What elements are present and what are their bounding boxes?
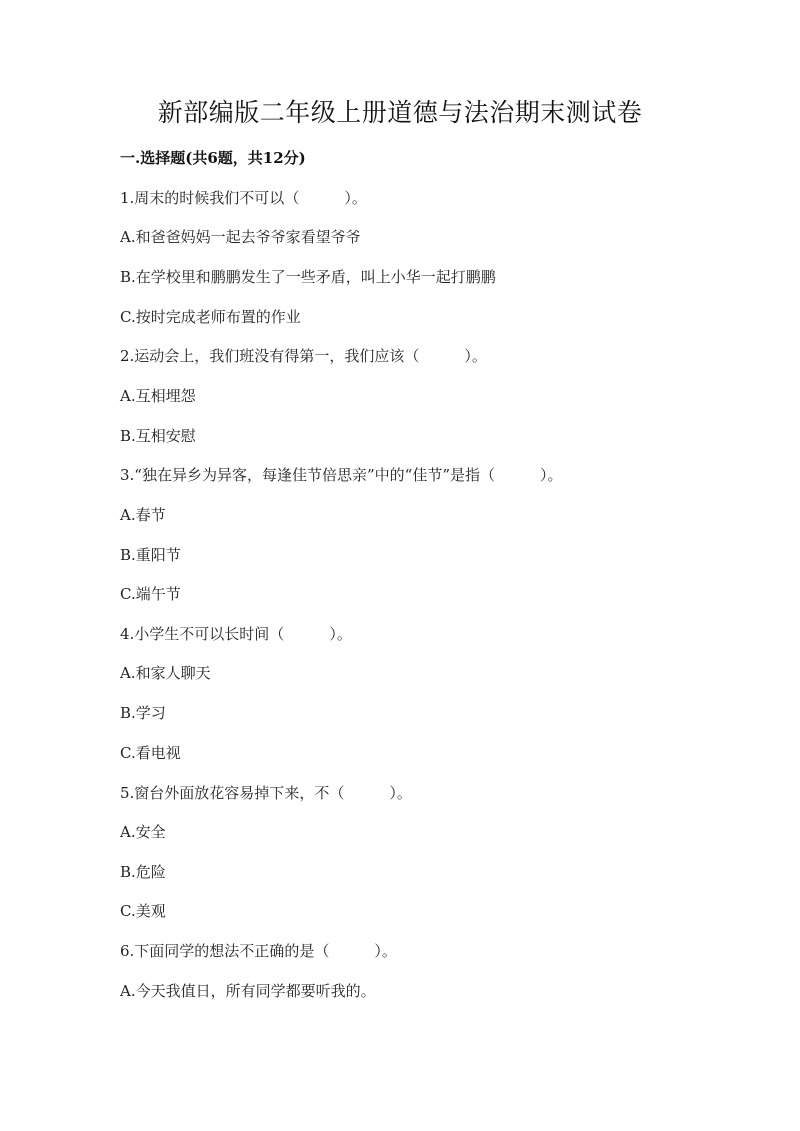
section-heading: 一.选择题(共6题，共12分) xyxy=(120,149,306,167)
option-3a: A.春节 xyxy=(120,506,166,524)
option-3c: C.端午节 xyxy=(120,585,181,603)
option-4b: B.学习 xyxy=(120,704,166,722)
option-2b: B.互相安慰 xyxy=(120,427,196,445)
document-title: 新部编版二年级上册道德与法治期末测试卷 xyxy=(157,98,643,127)
option-3b: B.重阳节 xyxy=(120,546,181,564)
option-1a: A.和爸爸妈妈一起去爷爷家看望爷爷 xyxy=(120,228,361,246)
question-6: 6.下面同学的想法不正确的是（ ）。 xyxy=(120,942,397,960)
question-1: 1.周末的时候我们不可以（ ）。 xyxy=(120,189,367,207)
question-2: 2.运动会上，我们班没有得第一，我们应该（ ）。 xyxy=(120,347,487,365)
question-3: 3.“独在异乡为异客，每逢佳节倍思亲”中的“佳节”是指（ ）。 xyxy=(120,466,563,484)
option-1c: C.按时完成老师布置的作业 xyxy=(120,308,301,326)
option-5c: C.美观 xyxy=(120,902,166,920)
option-1b: B.在学校里和鹏鹏发生了一些矛盾，叫上小华一起打鹏鹏 xyxy=(120,268,496,286)
option-4c: C.看电视 xyxy=(120,744,181,762)
question-5: 5.窗台外面放花容易掉下来，不（ ）。 xyxy=(120,784,412,802)
question-4: 4.小学生不可以长时间（ ）。 xyxy=(120,625,352,643)
option-6a: A.今天我值日，所有同学都要听我的。 xyxy=(120,982,376,1000)
option-5b: B.危险 xyxy=(120,863,166,881)
option-5a: A.安全 xyxy=(120,823,166,841)
option-4a: A.和家人聊天 xyxy=(120,664,211,682)
option-2a: A.互相埋怨 xyxy=(120,387,196,405)
